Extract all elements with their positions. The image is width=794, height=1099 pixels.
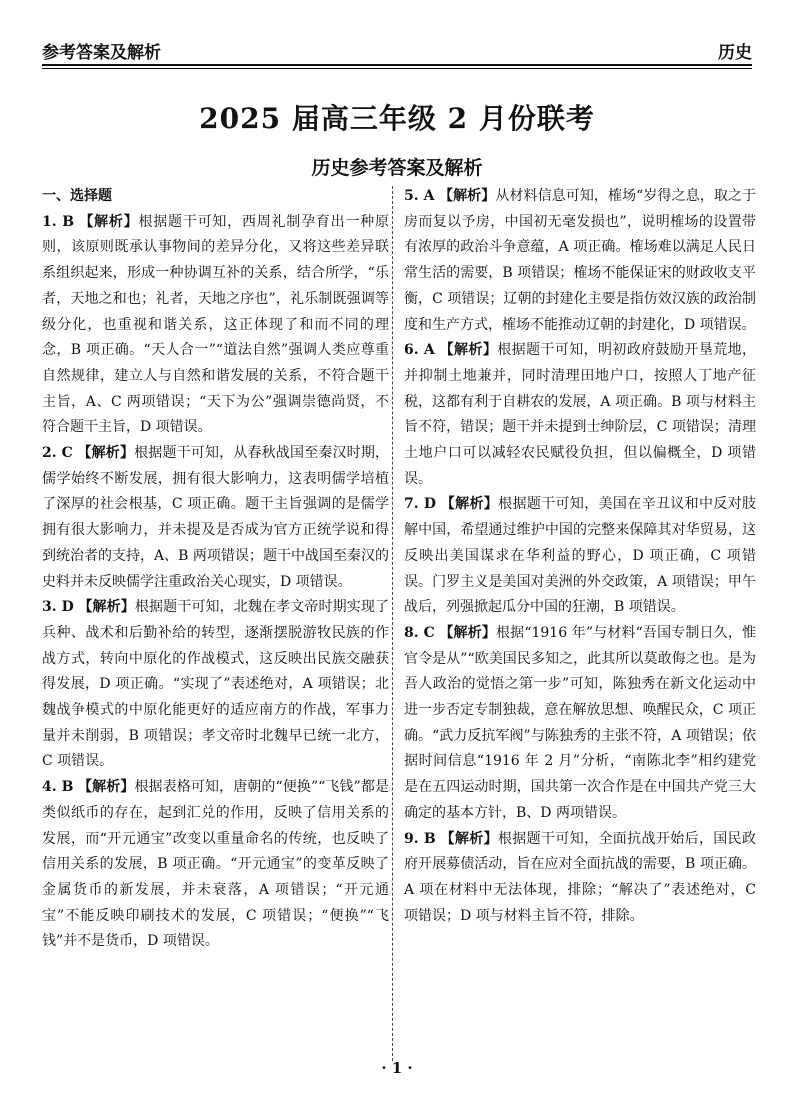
question-text: 根据题干可知，明初政府鼓励开垦荒地，并抑制土地兼并，同时清理田地户口，按照人丁地产征税，这都有利于自耕农的发展，A 项正确。B 项与材料主旨不符，错误；题干并未提到士绅阶层，C 项错误；清理土地户口可以减轻农民赋役负担，但以偏概全，D 项错误。: [404, 342, 757, 487]
header-rule: [42, 64, 752, 66]
question-text: 根据题干可知，美国在辛丑议和中反对肢解中国，希望通过维护中国的完整来保障其对华贸易，这反映出美国谋求在华利益的野心，D 项正确，C 项错误。门罗主义是美国对美洲的外交政策，A 项错误；甲午战后，列强掀起瓜分中国的狂潮，B 项错误。: [404, 496, 756, 616]
analysis-tag: 【解析】: [79, 213, 139, 230]
header-subject: 历史: [718, 43, 752, 63]
question-text: 根据“1916 年”与材料“吾国专制日久，惟官令是从”“欧美国民多知之，此其所以莫敢侮之也。是为吾人政治的觉悟之第一步”可知，陈独秀在新文化运动中进一步否定专制独裁，意在解放思想、唤醒民众，C 项正确。“武力反抗军阀”与陈独秀的主张不符，A 项错误；依据时间信息“1916 年 2 月”分析，“南陈北李”相约建党是在五四运动时期，国共第一次合作是在中国共产党三大确定的基本方针，B、D 两项错误。: [404, 624, 756, 821]
question-text: 根据题干可知，全面抗战开始后，国民政府开展募债活动，旨在应对全面抗战的需要，B 项正确。A 项在材料中无法体现，排除；“解决了”表述绝对，C 项错误；D 项与材料主旨不符，排除。: [404, 830, 757, 924]
question-9: [404, 827, 756, 930]
question-1: [42, 210, 389, 441]
question-number: 6. A: [404, 342, 435, 359]
analysis-tag: 【解析】: [78, 779, 135, 796]
page-number: · 1 ·: [381, 1059, 413, 1077]
question-text: 根据题干可知，西周礼制孕育出一种原则，该原则既承认事物间的差异分化，又将这些差异联系组织起来，形成一种协调互补的关系，结合所学，“乐者，天地之和也；礼者，天地之序也”，礼乐制既强调等级分化，也重视和谐关系，这正体现了和而不同的理念，B 项正确。“天人合一”“道法自然”强调人类应尊重自然规律，建立人与自然和谐发展的关系，不符合题干主旨，A、C 两项错误；“天下为公”强调崇德尚贤，不符合题干主旨，D 项错误。: [42, 213, 390, 436]
question-number: 1. B: [42, 213, 75, 230]
question-text: 从材料信息可知，榷场“岁得之息，取之于房而复以予房，中国初无毫发损也”，说明榷场的设置带有浓厚的政治斗争意蕴，A 项正确。榷场难以满足人民日常生活的需要，B 项错误；榷场不能保证宋的财政收支平衡，C 项错误；辽朝的封建化主要是指仿效汉族的政治制度和生产方式，榷场不能推动辽朝的封建化，D 项错误。: [404, 188, 757, 333]
right-column: [404, 184, 756, 929]
question-5: [404, 184, 756, 338]
analysis-tag: 【解析】: [440, 830, 498, 847]
header-rule-thin: [42, 68, 752, 69]
header-left-text: 参考答案及解析: [42, 43, 161, 63]
question-6: [404, 338, 756, 492]
analysis-tag: 【解析】: [78, 599, 135, 616]
question-8: [404, 621, 756, 827]
question-7: [404, 492, 756, 621]
question-number: 2. C: [42, 445, 73, 462]
question-number: 5. A: [404, 188, 435, 204]
question-4: [42, 775, 389, 955]
question-number: 8. C: [404, 624, 435, 641]
document-subtitle: 历史参考答案及解析: [311, 157, 483, 179]
analysis-tag: 【解析】: [439, 342, 498, 359]
document-title: 2025 届高三年级 2 月份联考: [199, 102, 595, 135]
question-text: 根据题干可知，从春秋战国至秦汉时期，儒学始终不断发展，拥有很大影响力，这表明儒学培植了深厚的社会根基，C 项正确。题干主旨强调的是儒学拥有很大影响力，并未提及是否成为官方正统学说和得到统治者的支持，A、B 两项错误；题干中战国至秦汉的史料并未反映儒学注重政治关心现实，D 项错误。: [42, 445, 390, 590]
question-number: 4. B: [42, 779, 74, 796]
question-number: 7. D: [404, 496, 436, 513]
analysis-tag: 【解析】: [440, 496, 499, 513]
question-3: [42, 595, 389, 775]
section-heading: 一、选择题: [42, 188, 112, 204]
question-text: 根据题干可知，北魏在孝文帝时期实现了兵种、战术和后勤补给的转型，逐渐摆脱游牧民族的作战方式，转向中原化的作战模式，这反映出民族交融获得发展，D 项正确。“实现了”表述绝对，A 项错误；北魏战争模式的中原化能更好的适应南方的作战，军事力量并未削弱，B 项错误；孝文帝时北魏早已统一北方，C 项错误。: [42, 599, 390, 770]
analysis-tag: 【解析】: [438, 188, 496, 204]
question-number: 3. D: [42, 599, 74, 616]
analysis-tag: 【解析】: [77, 445, 135, 462]
column-divider: [392, 186, 393, 1061]
left-column: [42, 184, 389, 955]
analysis-tag: 【解析】: [439, 624, 497, 641]
page-header: [42, 38, 752, 64]
question-2: [42, 441, 389, 595]
question-number: 9. B: [404, 830, 436, 847]
question-text: 根据表格可知，唐朝的“便换”“飞钱”都是类似纸币的存在，起到汇兑的作用，反映了信用关系的发展，而“开元通宝”改变以重量命名的传统，也反映了信用关系的发展，B 项正确。“开元通宝”的变革反映了金属货币的新发展，并未衰落，A 项错误；“开元通宝”不能反映印刷技术的发展，C 项错误；“便换”“飞钱”并不是货币，D 项错误。: [42, 779, 389, 950]
